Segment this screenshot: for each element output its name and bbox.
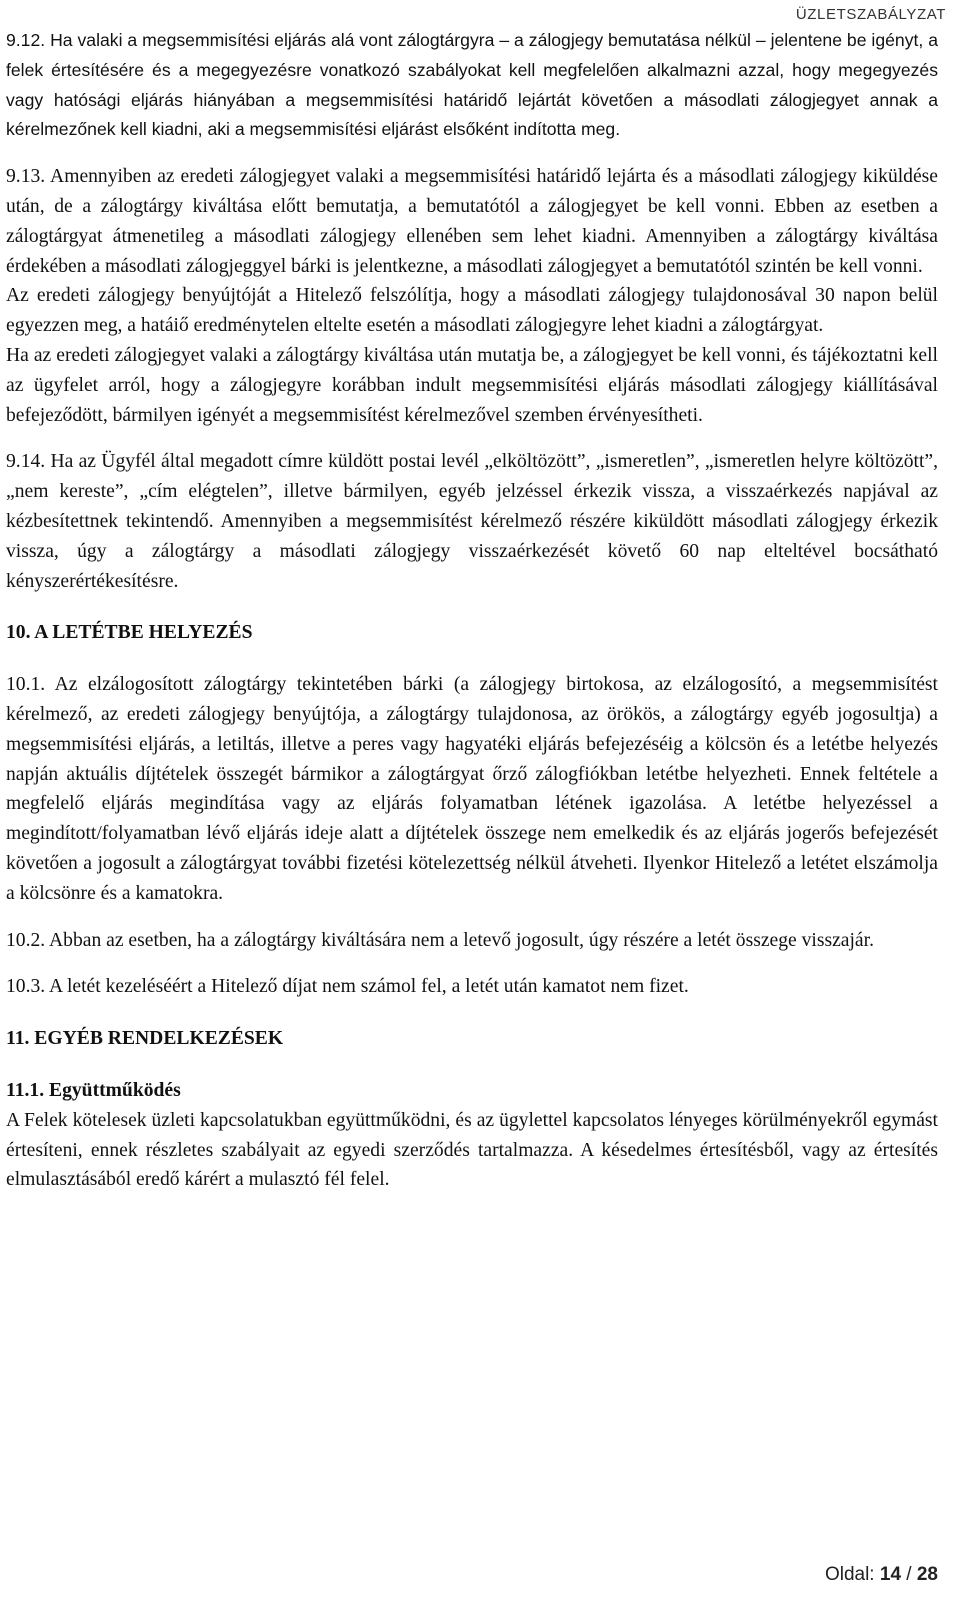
- heading-10: 10. A LETÉTBE HELYEZÉS: [6, 622, 253, 644]
- paragraph-10-1: 10.1. Az elzálogosított zálogtárgy tekintetében bárki (a zálogjegy birtokosa, az elzálogosító, a megsemmisítést kérelmező, az eredeti zálogjegy benyújtója, a zálogtárgy tulajdonosa, az örökös, a zálogtárgy egyéb jogosultja) a megsemmisítési eljárás, a letiltás, illetve a peres vagy hagyatéki eljárás befejezéséig a kölcsön és a letétbe helyezés napján aktuális díjtételek összegét bármikor a zálogtárgyat őrző zálogfiókban letétbe helyezheti. Ennek feltétele a megfelelő eljárás megindítása vagy az eljárás folyamatban létének igazolása. A letétbe helyezéssel a megindított/folyamatban lévő eljárás ideje alatt a díjtételek összege nem emelkedik és az eljárás jogerős befejezését követően a jogosult a zálogtárgyat további fizetési kötelezettség nélkül átveheti. Ilyenkor Hitelező a letétet elszámolja a kölcsönre és a kamatokra.: [6, 674, 938, 904]
- document-body: [6, 26, 938, 1195]
- paragraph-9-14: 9.14. Ha az Ügyfél által megadott címre küldött postai levél „elköltözött”, „ismeretlen”, „ismeretlen helyre költözött”, „nem kereste”, „cím elégtelen”, illetve bármilyen, egyéb jelzéssel érkezik vissza, a visszaérkezés napjával az kézbesítettnek tekintendő. Amennyiben a megsemmisítést kérelmező részére kiküldött másodlati zálogjegy érkezik vissza, úgy a zálogtárgy a másodlati zálogjegy visszaérkezését követő 60 nap elteltével bocsátható kényszerértékesítésre.: [6, 451, 938, 592]
- page-number: [825, 1564, 938, 1586]
- paragraph-11-1: A Felek kötelesek üzleti kapcsolatukban együttműködni, és az ügylettel kapcsolatos lényeges körülményekről egymást értesíteni, ennek részletes szabályait az egyedi szerződés tartalmazza. A késedelmes értesítésből, vagy az értesítés elmulasztásából eredő kárért a mulasztó fél felel.: [6, 1109, 938, 1191]
- paragraph-9-13-b: Az eredeti zálogjegy benyújtóját a Hitelező felszólítja, hogy a másodlati zálogjegy tulajdonosával 30 napon belül egyezzen meg, a hatáiő eredménytelen eltelte esetén a másodlati zálogjegyre lehet kiadni a zálogtárgyat.: [6, 285, 938, 337]
- page-label: Oldal:: [824, 1564, 875, 1585]
- document-header-title: ÜZLETSZABÁLYZAT: [795, 6, 946, 23]
- paragraph-10-2: 10.2. Abban az esetben, ha a zálogtárgy kiváltására nem a letevő jogosult, úgy részére a letét összege visszajár.: [6, 929, 874, 951]
- heading-11: 11. EGYÉB RENDELKEZÉSEK: [6, 1028, 284, 1050]
- paragraph-9-13-c: Ha az eredeti zálogjegyet valaki a zálogtárgy kiváltása után mutatja be, a zálogjegyet be kell vonni, és tájékoztatni kell az ügyfelet arról, hogy a zálogjegyre korábban indult megsemmisítési eljárás másodlati zálogjegy kiállításával befejeződött, bármilyen igényét a megsemmisítést kérelmezővel szemben érvényesítheti.: [6, 344, 938, 426]
- page-total: 28: [916, 1564, 938, 1585]
- paragraph-10-3: 10.3. A letét kezeléséért a Hitelező díjat nem számol fel, a letét után kamatot nem fizet.: [6, 976, 689, 998]
- heading-11-1: 11.1. Együttműködés: [6, 1079, 181, 1101]
- paragraph-9-13: 9.13. Amennyiben az eredeti zálogjegyet valaki a megsemmisítési határidő lejárta és a másodlati zálogjegy kiküldése után, de a zálogtárgy kiváltása előtt bemutatja, a bemutatótól a zálogjegyet be kell vonni. Ebben az esetben a zálogtárgyat átmenetileg a másodlati zálogjegy ellenében sem lehet kiadni. Amennyiben a zálogtárgy kiváltása érdekében a másodlati zálogjeggyel bárki is jelentkezne, a másodlati zálogjegyet a bemutatótól szintén be kell vonni.: [6, 166, 938, 277]
- page-current: 14: [879, 1564, 902, 1585]
- paragraph-9-12: 9.12. Ha valaki a megsemmisítési eljárás alá vont zálogtárgyra – a zálogjegy bemutatása nélkül – jelentene be igényt, a felek értesítésére és a megegyezésre vonatkozó szabályokat kell megfelelően alkalmazni azzal, hogy megegyezés vagy hatósági eljárás hiányában a megsemmisítési határidő lejártát követően a másodlati zálogjegyet annak a kérelmezőnek kell kiadni, aki a megsemmisítési eljárást elsőként indította meg.: [6, 30, 938, 140]
- page-separator: /: [906, 1564, 912, 1585]
